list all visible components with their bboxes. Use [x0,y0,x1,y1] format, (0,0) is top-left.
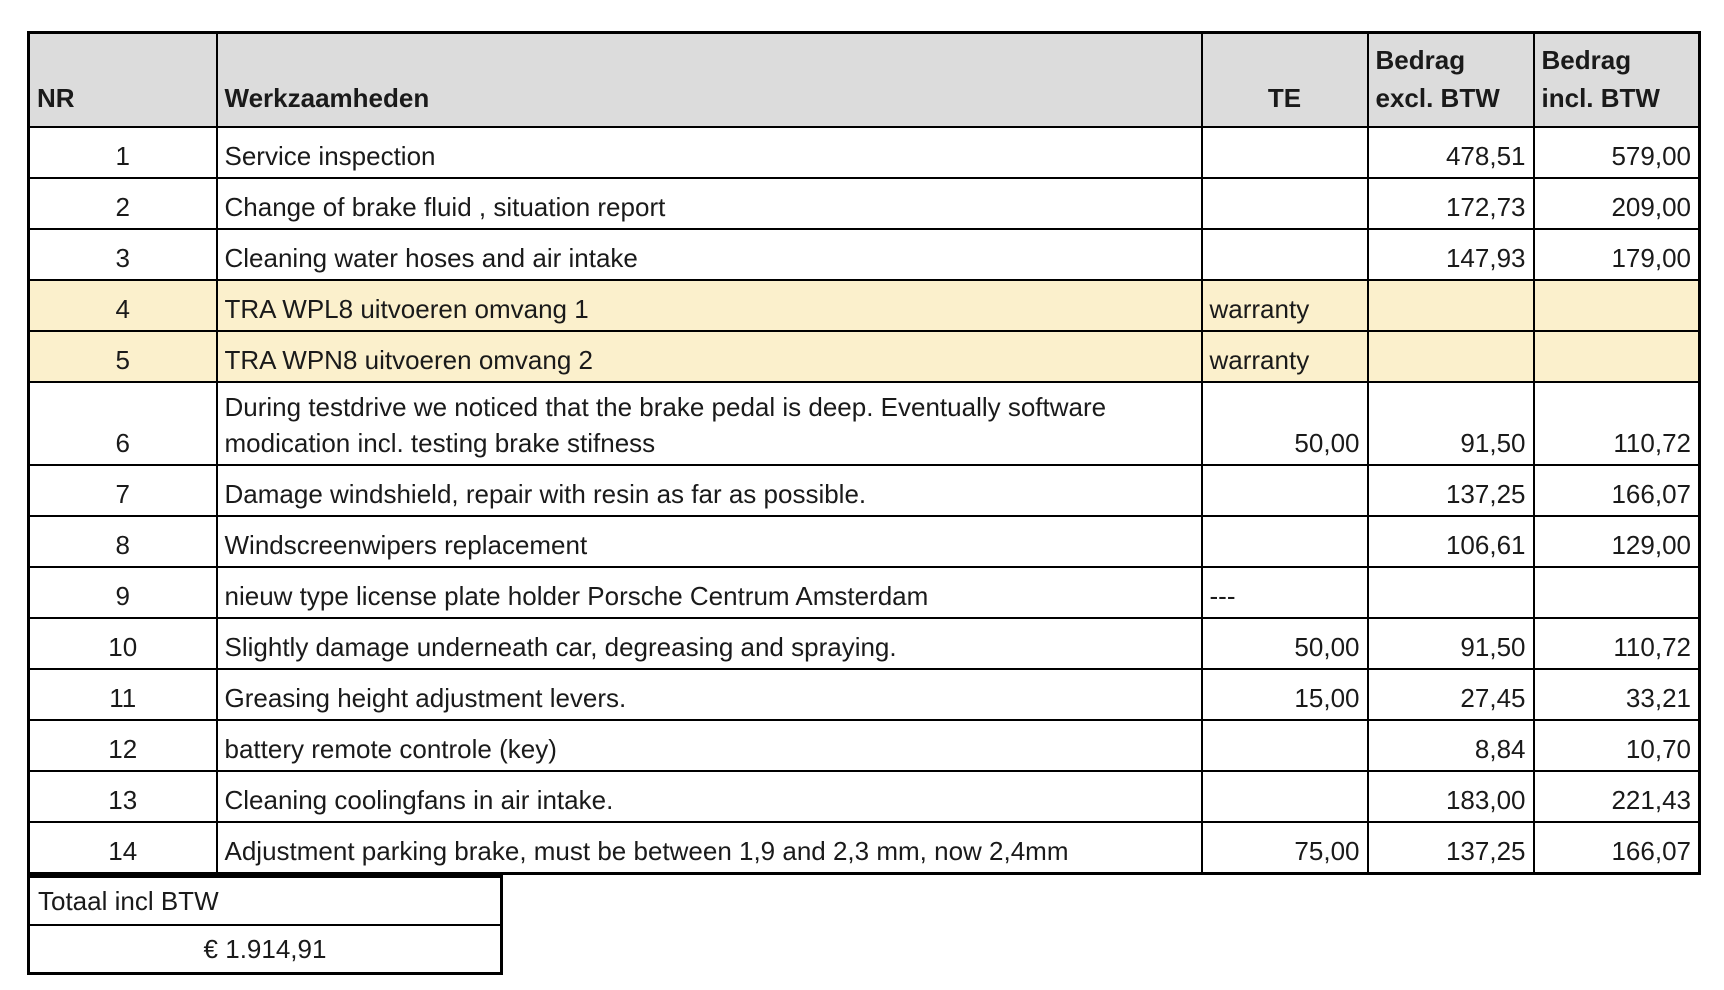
table-row [29,382,1700,465]
row-description: Greasing height adjustment levers. [217,669,1202,720]
row-amount-incl: 209,00 [1534,178,1700,229]
row-amount-incl: 166,07 [1534,465,1700,516]
header-description: Werkzaamheden [217,33,1202,128]
row-te [1202,465,1368,516]
row-description: Windscreenwipers replacement [217,516,1202,567]
row-te [1202,229,1368,280]
table-body [29,127,1700,874]
table-row [29,127,1700,178]
row-amount-incl: 10,70 [1534,720,1700,771]
row-amount-excl: 137,25 [1368,465,1534,516]
total-value: € 1.914,91 [29,925,502,974]
row-te: warranty [1202,331,1368,382]
row-amount-excl: 478,51 [1368,127,1534,178]
row-te: 50,00 [1202,618,1368,669]
row-amount-incl: 166,07 [1534,822,1700,874]
header-te: TE [1202,33,1368,128]
row-amount-incl: 221,43 [1534,771,1700,822]
row-description: Cleaning water hoses and air intake [217,229,1202,280]
row-te: 75,00 [1202,822,1368,874]
row-number: 10 [29,618,217,669]
row-number: 7 [29,465,217,516]
total-value-row [29,925,502,974]
header-amount-incl-line1: Bedrag [1541,45,1632,75]
row-description: During testdrive we noticed that the brake pedal is deep. Eventually software modication incl. testing brake stifness [217,382,1202,465]
header-amount-incl [1534,33,1700,128]
row-description: Slightly damage underneath car, degreasing and spraying. [217,618,1202,669]
row-amount-excl: 147,93 [1368,229,1534,280]
row-amount-incl: 179,00 [1534,229,1700,280]
row-te [1202,720,1368,771]
table-row [29,178,1700,229]
row-number: 12 [29,720,217,771]
row-amount-excl: 137,25 [1368,822,1534,874]
total-label-row [29,877,502,926]
table-row-highlighted [29,331,1700,382]
header-amount-excl [1368,33,1534,128]
table-row [29,822,1700,874]
row-number: 9 [29,567,217,618]
row-amount-incl [1534,280,1700,331]
row-amount-excl [1368,567,1534,618]
row-te: 50,00 [1202,382,1368,465]
row-number: 2 [29,178,217,229]
row-amount-excl: 106,61 [1368,516,1534,567]
row-description: nieuw type license plate holder Porsche Centrum Amsterdam [217,567,1202,618]
header-amount-excl-line2: excl. BTW [1375,83,1500,113]
row-number: 8 [29,516,217,567]
header-amount-excl-line1: Bedrag [1375,45,1466,75]
row-amount-incl: 33,21 [1534,669,1700,720]
table-row-highlighted [29,280,1700,331]
row-description: TRA WPL8 uitvoeren omvang 1 [217,280,1202,331]
table-row [29,229,1700,280]
row-amount-incl: 579,00 [1534,127,1700,178]
table-row [29,465,1700,516]
header-nr: NR [29,33,217,128]
work-items-table [27,31,1701,875]
row-te [1202,178,1368,229]
table-row [29,720,1700,771]
row-te [1202,516,1368,567]
row-description: Change of brake fluid , situation report [217,178,1202,229]
row-amount-incl: 110,72 [1534,382,1700,465]
row-te: 15,00 [1202,669,1368,720]
table-row [29,516,1700,567]
row-description: TRA WPN8 uitvoeren omvang 2 [217,331,1202,382]
row-te [1202,771,1368,822]
row-number: 5 [29,331,217,382]
row-amount-excl [1368,280,1534,331]
table-row [29,567,1700,618]
table-row [29,669,1700,720]
row-amount-excl: 172,73 [1368,178,1534,229]
row-description: Service inspection [217,127,1202,178]
table-row [29,618,1700,669]
row-amount-excl: 27,45 [1368,669,1534,720]
header-amount-incl-line2: incl. BTW [1541,83,1660,113]
row-te: warranty [1202,280,1368,331]
row-number: 14 [29,822,217,874]
row-number: 6 [29,382,217,465]
row-amount-incl [1534,331,1700,382]
row-amount-excl: 91,50 [1368,618,1534,669]
row-number: 1 [29,127,217,178]
total-label: Totaal incl BTW [29,877,502,926]
table-header [29,33,1700,128]
row-amount-excl: 8,84 [1368,720,1534,771]
total-box [27,875,503,975]
row-amount-excl [1368,331,1534,382]
row-description: Cleaning coolingfans in air intake. [217,771,1202,822]
row-te [1202,127,1368,178]
row-number: 13 [29,771,217,822]
row-amount-excl: 183,00 [1368,771,1534,822]
header-row [29,33,1700,128]
table-row [29,771,1700,822]
row-description: Adjustment parking brake, must be between 1,9 and 2,3 mm, now 2,4mm [217,822,1202,874]
row-te: --- [1202,567,1368,618]
row-amount-incl: 110,72 [1534,618,1700,669]
row-number: 4 [29,280,217,331]
row-number: 3 [29,229,217,280]
row-amount-incl [1534,567,1700,618]
row-amount-incl: 129,00 [1534,516,1700,567]
row-amount-excl: 91,50 [1368,382,1534,465]
row-description: Damage windshield, repair with resin as far as possible. [217,465,1202,516]
row-description: battery remote controle (key) [217,720,1202,771]
row-number: 11 [29,669,217,720]
